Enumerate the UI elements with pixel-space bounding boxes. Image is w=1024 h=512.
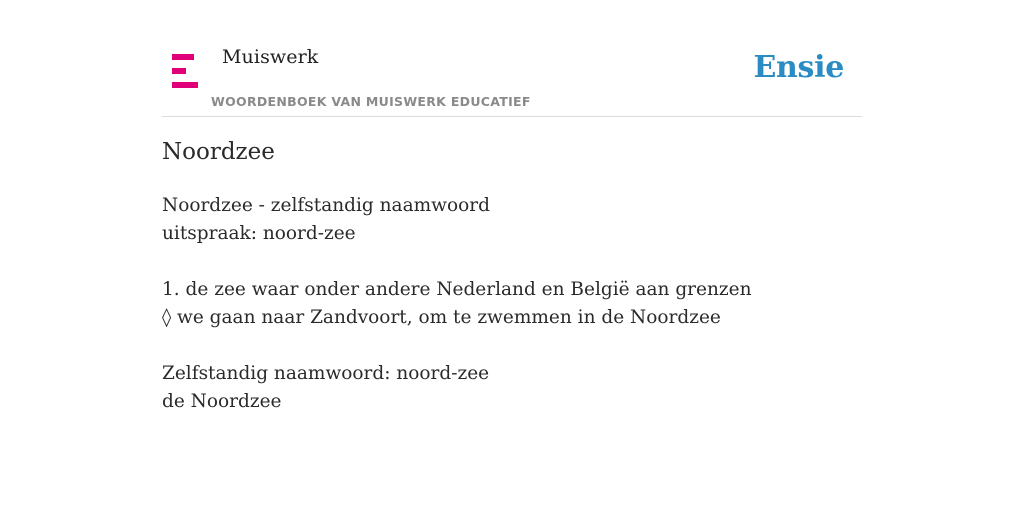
example-line: ◊ we gaan naar Zandvoort, om te zwemmen in de Noordzee: [162, 307, 721, 328]
entry-body: [162, 192, 862, 416]
site-name-link[interactable]: Muiswerk: [222, 46, 319, 68]
entry-title: Noordzee: [162, 139, 275, 165]
ensie-brand-link[interactable]: Ensie: [753, 50, 844, 85]
pronunciation-line: uitspraak: noord-zee: [162, 223, 356, 244]
definition-line: 1. de zee waar onder andere Nederland en België aan grenzen: [162, 279, 752, 300]
site-subtitle: WOORDENBOEK VAN MUISWERK EDUCATIEF: [211, 94, 531, 109]
headword-line: Noordzee - zelfstandig naamwoord: [162, 195, 490, 216]
spacer: [162, 248, 862, 276]
spacer: [162, 332, 862, 360]
muiswerk-logo-icon[interactable]: [172, 54, 200, 88]
article-line: de Noordzee: [162, 391, 282, 412]
page: [162, 0, 862, 512]
grammar-line: Zelfstandig naamwoord: noord-zee: [162, 363, 490, 384]
header: [162, 0, 862, 117]
